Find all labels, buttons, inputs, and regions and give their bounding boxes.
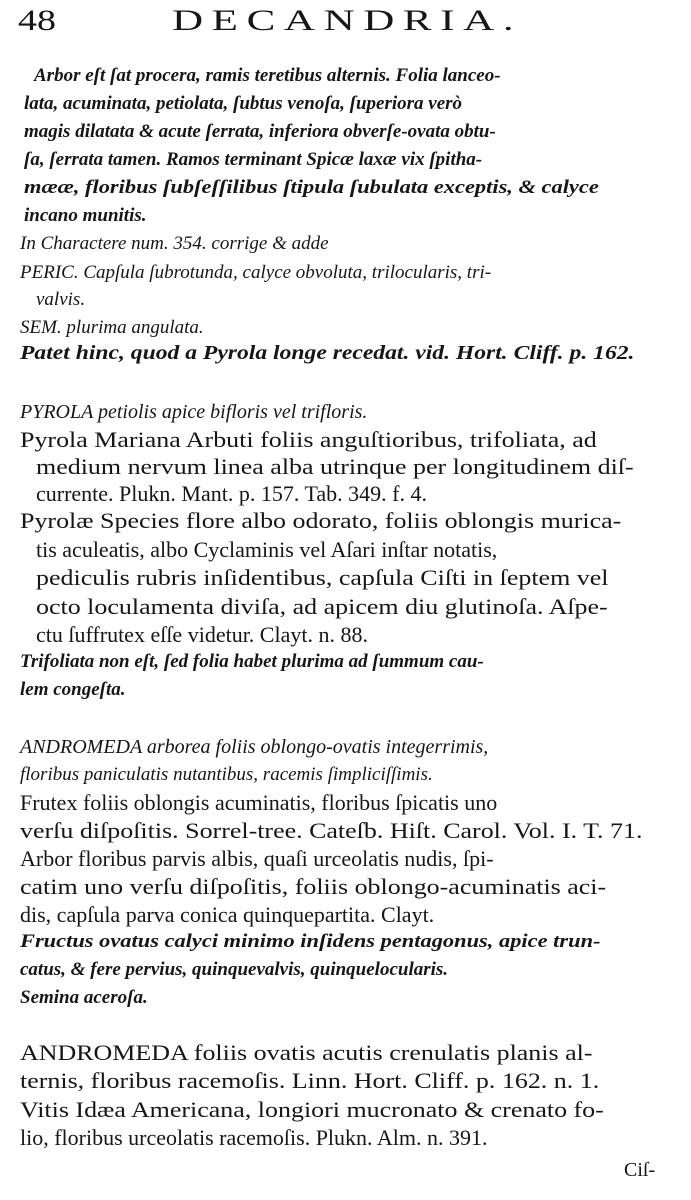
text-line: In Charactere num. 354. corrige & adde [20, 233, 329, 254]
text-line: SEM. plurima angulata. [20, 317, 204, 338]
text-line: Pyrola Mariana Arbuti foliis anguſtioribus, trifoliata, ad [20, 427, 597, 452]
text-line: dis, capſula parva conica quinquepartita. Clayt. [20, 902, 435, 927]
text-line: medium nervum linea alba utrinque per longitudinem diſ- [36, 454, 634, 479]
text-line: PYROLA petiolis apice bifloris vel trifloris. [20, 401, 368, 423]
text-line: lio, floribus urceolatis racemoſis. Plukn. Alm. n. 391. [20, 1125, 488, 1150]
text-line: incano munitis. [24, 205, 147, 226]
running-title: DECANDRIA. [172, 4, 523, 37]
text-line: tis aculeatis, albo Cyclaminis vel Aſari inſtar notatis, [36, 537, 498, 562]
text-line: ANDROMEDA arborea foliis oblongo-ovatis integerrimis, [20, 736, 489, 758]
text-line: pediculis rubris inſidentibus, capſula Ciſti in ſeptem vel [36, 565, 609, 590]
text-line: PERIC. Capſula ſubrotunda, calyce obvoluta, trilocularis, tri- [20, 262, 492, 283]
text-line: verſu diſpoſitis. Sorrel-tree. Cateſb. Hiſt. Carol. Vol. I. T. 71. [20, 818, 643, 843]
text-line: ſa, ſerrata tamen. Ramos terminant Spicæ laxæ vix ſpitha- [24, 149, 483, 170]
text-line: Trifoliata non eſt, ſed folia habet plurima ad ſummum cau- [20, 651, 484, 672]
text-line: floribus paniculatis nutantibus, racemis ſimpliciſſimis. [20, 764, 433, 785]
text-line: magis dilatata & acute ſerrata, inferiora obverſe-ovata obtu- [24, 121, 496, 142]
text-line: mææ, floribus ſubſeſſilibus ſtipula ſubulata exceptis, & calyce [24, 177, 599, 198]
text-line: ANDROMEDA foliis ovatis acutis crenulatis planis al- [20, 1040, 593, 1065]
text-line: catus, & fere pervius, quinquevalvis, quinquelocularis. [20, 959, 449, 980]
text-line: Frutex foliis oblongis acuminatis, floribus ſpicatis uno [20, 790, 498, 815]
text-line: Vitis Idæa Americana, longiori mucronato & crenato fo- [20, 1097, 604, 1122]
text-line: lem congeſta. [20, 679, 126, 700]
text-line: octo loculamenta diviſa, ad apicem diu glutinoſa. Aſpe- [36, 594, 608, 619]
page-number: 48 [18, 4, 57, 37]
text-line: Fructus ovatus calyci minimo inſidens pentagonus, apice trun- [20, 931, 601, 952]
text-line: catim uno verſu diſpoſitis, foliis oblongo-acuminatis aci- [20, 874, 607, 899]
text-line: Pyrolæ Species flore albo odorato, foliis oblongis murica- [20, 508, 622, 533]
text-line: lata, acuminata, petiolata, ſubtus venoſa, ſuperiora verò [24, 93, 463, 114]
text-line: ctu ſuffrutex eſſe videtur. Clayt. n. 88. [36, 622, 368, 647]
text-line: Semina aceroſa. [20, 987, 148, 1008]
catchword: Ciſ- [624, 1159, 656, 1181]
text-line: Arbor floribus parvis albis, quaſi urceolatis nudis, ſpi- [20, 846, 494, 871]
text-line: Patet hinc, quod a Pyrola longe recedat. vid. Hort. Cliff. p. 162. [20, 342, 635, 364]
text-line: currente. Plukn. Mant. p. 157. Tab. 349. f. 4. [36, 481, 427, 506]
text-line: valvis. [36, 289, 86, 310]
text-line: Arbor eſt ſat procera, ramis teretibus alternis. Folia lanceo- [34, 65, 501, 86]
text-line: ternis, floribus racemoſis. Linn. Hort. Cliff. p. 162. n. 1. [20, 1068, 600, 1093]
